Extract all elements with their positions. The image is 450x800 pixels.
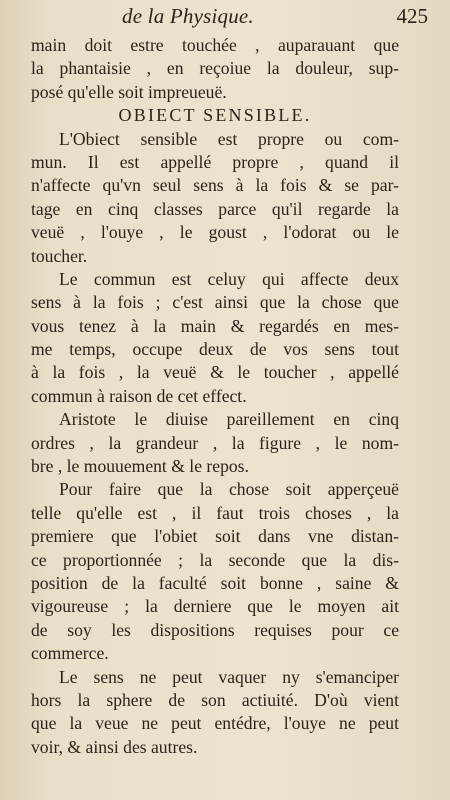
text-line: hors la sphere de son actiuité. D'où vient [31,689,399,710]
text-line: L'Obiect sensible est propre ou com- [59,128,399,149]
text-line: bre , le mouuement & le repos. [31,456,249,477]
text-line: veuë , l'ouye , le goust , l'odorat ou le [31,222,399,243]
text-line: telle qu'elle est , il faut trois choses , la [31,502,399,523]
text-line: posé qu'elle soit impreueuë. [31,81,227,102]
text-line: commun à raison de cet effect. [31,385,247,406]
text-line: mun. Il est appellé propre , quand il [31,151,399,172]
text-line: de soy les dispositions requises pour ce [31,619,399,640]
text-line: ordres , la grandeur , la figure , le nom- [31,432,399,453]
text-line: me temps, occupe deux de vos sens tout [31,339,399,360]
text-line: Le sens ne peut vaquer ny s'emanciper [59,666,399,687]
text-line: ce proportionnée ; la seconde que la dis- [31,549,399,570]
text-line: n'affecte qu'vn seul sens à la fois & se par- [31,175,399,196]
page-number: 425 [396,4,428,28]
page-header [36,4,428,30]
text-line: à la fois , la veuë & le toucher , appellé [31,362,399,383]
text-line: voir, & ainsi des autres. [31,736,198,757]
text-line: sens à la fois ; c'est ainsi que la chose que [31,292,399,313]
text-line: tage en cinq classes parce qu'il regarde la [31,198,399,219]
text-line: vigoureuse ; la derniere que le moyen ait [31,596,399,617]
text-line: la phantaisie , en reçoiue la douleur, sup- [31,58,399,79]
text-line: Aristote le diuise pareillement en cinq [59,409,399,430]
text-line: Pour faire que la chose soit apperçeuë [59,479,399,500]
text-line: premiere que l'obiet soit dans vne distan- [31,526,399,547]
section-heading: OBIECT SENSIBLE. [118,105,312,126]
text-line: vous tenez à la main & regardés en mes- [31,315,399,336]
text-line: main doit estre touchée , auparauant que [31,35,399,55]
text-line: commerce. [31,643,109,664]
running-head: de la Physique. [122,4,254,28]
body-text [31,34,399,759]
text-line: toucher. [31,245,88,266]
text-line: Le commun est celuy qui affecte deux [59,268,399,289]
text-line: que la veue ne peut entédre, l'ouye ne peut [31,713,399,734]
text-line: position de la faculté soit bonne , saine & [31,572,399,593]
